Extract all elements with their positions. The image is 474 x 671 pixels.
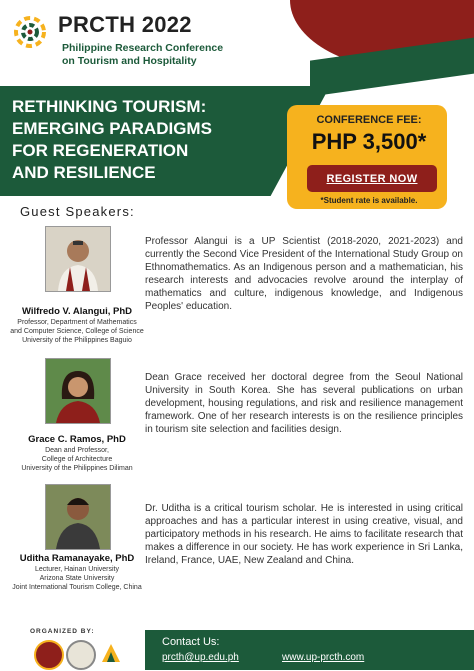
speaker-bio: Dean Grace received her doctoral degree from the Seoul National University in South Korea. She has several publications on urban development, housing regulations, and risk and resilience management framework. One of her research interests is on the resilience principles in tourism site selection and facilities design. [145,372,463,435]
organized-by-label: ORGANIZED BY: [30,628,95,635]
speaker-name: Grace C. Ramos, PhD [28,434,126,445]
student-rate-note: *Student rate is available. [320,196,418,205]
fee-label: CONFERENCE FEE: [316,114,422,126]
speaker-role-line: College of Architecture [41,456,113,463]
theme-line: EMERGING PARADIGMS [12,119,212,138]
speaker-name: Uditha Ramanayake, PhD [19,553,135,564]
contact-email-link[interactable]: prcth@up.edu.ph [162,652,239,663]
speaker-role-line: Lecturer, Hainan University [34,566,120,573]
speaker-bio: Dr. Uditha is a critical tourism scholar. He is interested in using critical approaches and has a particular interest in using creative, visual, and participatory methods in his research. He aims to facilitate research that makes a difference in our society. He has work experience in Sri Lanka, Ireland, France, UAE, New Zealand and China. [145,503,463,566]
speaker-photo-ramos [45,358,111,424]
brand-title: PRCTH 2022 [58,12,192,37]
speaker-role [2,446,152,473]
speaker-role [2,565,152,592]
speaker-role-line: Arizona State University [39,575,115,582]
guest-speakers-heading: Guest Speakers: [20,204,135,219]
tourism-logo-icon [98,640,124,666]
theme-line: AND RESILIENCE [12,163,156,182]
speaker-role-line: Joint International Tourism College, China [12,584,142,591]
speaker-role-line: University of the Philippines Diliman [21,465,133,472]
theme-title [12,96,272,184]
speaker-bio: Professor Alangui is a UP Scientist (2018-2020, 2021-2023) and currently the Second Vice President of the International Study Group on Ethnomathematics. As an Indigenous person and a mathematician, his research interests and advocacies revolve around the interplay of mathematics and culture, indigenous knowledge, and Indigenous Peoples' education. [145,236,463,312]
speaker-role-line: and Computer Science, College of Science [10,328,144,335]
speaker-name: Wilfredo V. Alangui, PhD [21,306,133,317]
speaker-role-line: University of the Philippines Baguio [22,337,132,344]
contact-label: Contact Us: [162,636,220,648]
theme-line: RETHINKING TOURISM: [12,97,207,116]
prcth-logo-icon [8,10,52,54]
speaker-role [2,318,152,345]
brand-subtitle-line1: Philippine Research Conference [62,42,224,54]
asian-institute-logo-icon [66,640,96,670]
website-link[interactable]: www.up-prcth.com [282,652,365,663]
up-seal-icon [34,640,64,670]
register-now-button[interactable]: REGISTER NOW [307,165,437,192]
speaker-role-line: Dean and Professor, [45,447,109,454]
speaker-photo-ramanayake [45,484,111,550]
brand-subtitle-line2: on Tourism and Hospitality [62,55,197,67]
speaker-photo-alangui [45,226,111,292]
theme-line: FOR REGENERATION [12,141,189,160]
fee-amount: PHP 3,500* [311,129,427,154]
speaker-role-line: Professor, Department of Mathematics [17,319,137,326]
